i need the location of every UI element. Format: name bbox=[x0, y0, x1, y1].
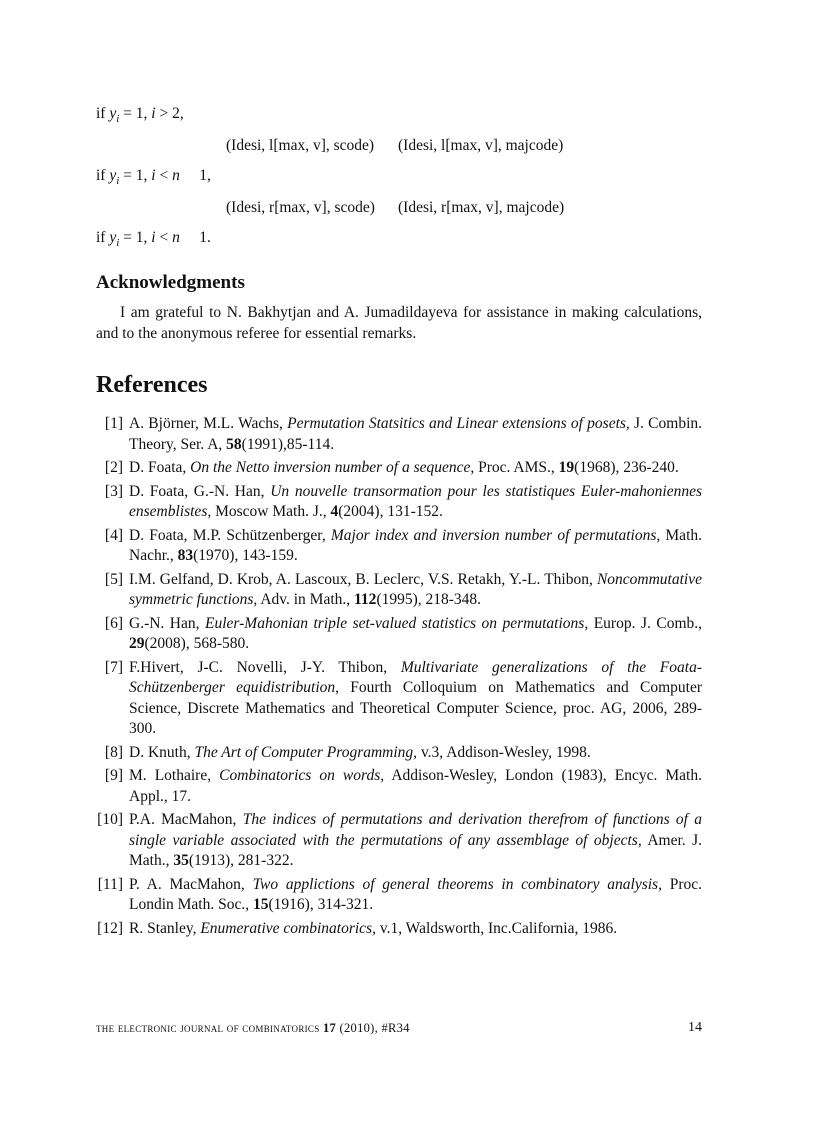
math-sub: i bbox=[116, 113, 120, 126]
reference-authors: M. Lothaire, bbox=[129, 767, 220, 784]
reference-source: Proc. AMS., bbox=[474, 459, 559, 476]
reference-title: Enumerative combinatorics, bbox=[200, 919, 376, 937]
reference-item bbox=[96, 919, 702, 940]
reference-pages: (1991),85-114. bbox=[241, 435, 335, 453]
math-rest: = 1, bbox=[119, 167, 152, 184]
reference-number: [7] bbox=[104, 658, 123, 676]
reference-list bbox=[96, 414, 702, 942]
reference-title: Two applictions of general theorems in combinatory analysis, bbox=[252, 875, 662, 893]
reference-volume: 35 bbox=[173, 852, 189, 869]
reference-authors: D. Foata, bbox=[129, 459, 191, 476]
reference-item bbox=[96, 526, 702, 567]
reference-source: Europ. J. Comb., bbox=[588, 614, 702, 632]
math-tail: 1. bbox=[179, 229, 211, 246]
reference-source: , Fourth Colloquium on Mathematics and Computer Science, Discrete Mathematics and Theoretical Computer Science, proc. AG, 2006, 289-300. bbox=[129, 679, 702, 737]
reference-number: [9] bbox=[104, 767, 123, 784]
reference-source: Adv. in Math., bbox=[257, 591, 355, 608]
reference-item bbox=[96, 875, 702, 916]
reference-number: [5] bbox=[104, 570, 123, 588]
journal-name: the electronic journal of combinatorics bbox=[96, 1021, 323, 1035]
reference-item bbox=[96, 658, 702, 740]
reference-title: Major index and inversion number of permutations, bbox=[330, 526, 661, 544]
page-number: 14 bbox=[688, 1020, 702, 1035]
condition-prefix: if bbox=[96, 105, 110, 122]
reference-authors: I.M. Gelfand, D. Krob, A. Lascoux, B. Leclerc, V.S. Retakh, Y.-L. Thibon, bbox=[129, 570, 597, 588]
reference-pages: (1916), 314-321. bbox=[268, 896, 374, 913]
condition-line-3 bbox=[96, 228, 211, 253]
reference-authors: G.-N. Han, bbox=[129, 614, 205, 632]
reference-volume: 58 bbox=[226, 435, 242, 453]
reference-item bbox=[96, 482, 702, 523]
reference-item bbox=[96, 458, 702, 479]
math-rest: = 1, bbox=[119, 229, 152, 246]
reference-item bbox=[96, 810, 702, 872]
reference-volume: 29 bbox=[129, 635, 145, 652]
references-heading: References bbox=[96, 372, 208, 398]
reference-title: The indices of permutations and derivation therefrom of functions of a single variable associated with the permutations of any assemblage of objects, bbox=[129, 811, 702, 849]
reference-title: Euler-Mahonian triple set-valued statistics on permutations, bbox=[205, 614, 589, 632]
math-var: i bbox=[151, 105, 156, 122]
formula-right: (Idesi, r[max, v], majcode) bbox=[398, 199, 565, 216]
acknowledgments-heading: Acknowledgments bbox=[96, 272, 245, 293]
math-var: y bbox=[109, 105, 117, 122]
reference-source: Moscow Math. J., bbox=[211, 503, 331, 520]
reference-pages: (1968), 236-240. bbox=[574, 459, 679, 476]
reference-volume: 19 bbox=[558, 459, 575, 476]
reference-volume: 83 bbox=[177, 547, 194, 564]
math-var: n bbox=[172, 229, 180, 246]
reference-authors: D. Knuth, bbox=[129, 743, 195, 761]
reference-number: [2] bbox=[104, 459, 123, 476]
reference-title: Multivariate generalizations of the Foata-Schützenberger equidistribution bbox=[129, 658, 702, 696]
reference-source: Math. Nachr., bbox=[129, 526, 702, 564]
reference-title: Un nouvelle transormation pour les statistiques Euler-mahoniennes ensemblistes, bbox=[129, 482, 702, 520]
math-var: n bbox=[172, 167, 180, 184]
reference-number: [10] bbox=[97, 811, 123, 828]
reference-authors: F.Hivert, J-C. Novelli, J-Y. Thibon, bbox=[129, 658, 401, 676]
journal-volume: 17 bbox=[322, 1021, 337, 1035]
reference-number: [6] bbox=[104, 614, 123, 632]
reference-volume: 4 bbox=[330, 503, 339, 520]
acknowledgments-text: I am grateful to N. Bakhytjan and A. Jumadildayeva for assistance in making calculations, and to the anonymous referee for essential remarks. bbox=[96, 304, 702, 342]
math-var: i bbox=[151, 167, 156, 184]
journal-issue: (2010), #R34 bbox=[336, 1021, 410, 1035]
condition-line-2 bbox=[96, 166, 211, 191]
reference-title: Permutation Statsitics and Linear extensions of posets, bbox=[287, 415, 630, 432]
reference-authors: D. Foata, M.P. Schützenberger, bbox=[129, 526, 331, 544]
condition-line-1 bbox=[96, 104, 184, 129]
reference-number: [3] bbox=[104, 482, 123, 500]
reference-title: Combinatorics on words, bbox=[219, 767, 385, 784]
reference-number: [1] bbox=[104, 415, 123, 432]
reference-pages: (2008), 568-580. bbox=[144, 635, 250, 652]
formula-left: (Idesi, l[max, v], scode) bbox=[226, 137, 375, 154]
math-rest: = 1, bbox=[119, 105, 152, 122]
reference-authors: R. Stanley, bbox=[129, 919, 201, 937]
math-var: y bbox=[109, 167, 117, 184]
formula-line-2-right bbox=[398, 198, 564, 218]
formula-line-1-left bbox=[226, 136, 374, 156]
math-sub: i bbox=[116, 237, 120, 250]
reference-authors: P.A. MacMahon, bbox=[129, 811, 243, 828]
reference-authors: D. Foata, G.-N. Han, bbox=[129, 482, 271, 500]
reference-title: Noncommutative symmetric functions, bbox=[129, 570, 702, 608]
reference-title: The Art of Computer Programming, bbox=[194, 743, 418, 761]
reference-pages: (1970), 143-159. bbox=[193, 547, 298, 564]
formula-line-2-left bbox=[226, 198, 375, 218]
reference-item bbox=[96, 570, 702, 611]
reference-number: [11] bbox=[97, 875, 123, 893]
condition-prefix: if bbox=[96, 167, 110, 184]
formula-line-1-right bbox=[398, 136, 563, 156]
math-rel: < bbox=[155, 167, 173, 184]
reference-item bbox=[96, 743, 702, 764]
reference-item bbox=[96, 614, 702, 655]
formula-left: (Idesi, r[max, v], scode) bbox=[226, 199, 375, 216]
reference-volume: 15 bbox=[253, 896, 269, 913]
reference-source: Proc. Londin Math. Soc., bbox=[129, 875, 702, 913]
reference-volume: 112 bbox=[354, 591, 377, 608]
reference-number: [4] bbox=[104, 526, 123, 544]
math-var: y bbox=[109, 229, 117, 246]
reference-pages: (2004), 131-152. bbox=[338, 503, 443, 520]
reference-pages: (1913), 281-322. bbox=[188, 852, 294, 869]
math-rel: < bbox=[155, 229, 173, 246]
reference-authors: P. A. MacMahon, bbox=[129, 875, 253, 893]
condition-prefix: if bbox=[96, 229, 110, 246]
reference-source: v.1, Waldsworth, Inc.California, 1986. bbox=[375, 919, 618, 937]
reference-authors: A. Björner, M.L. Wachs, bbox=[129, 415, 288, 432]
formula-right: (Idesi, l[max, v], majcode) bbox=[398, 137, 564, 154]
math-tail: 1, bbox=[179, 167, 211, 184]
reference-source: Addison-Wesley, London (1983), Encyc. Math. Appl., 17. bbox=[129, 767, 702, 805]
math-var: i bbox=[151, 229, 156, 246]
reference-source: v.3, Addison-Wesley, 1998. bbox=[417, 743, 591, 761]
reference-number: [12] bbox=[97, 919, 123, 937]
reference-item bbox=[96, 414, 702, 455]
reference-pages: (1995), 218-348. bbox=[376, 591, 482, 608]
reference-number: [8] bbox=[104, 743, 123, 761]
reference-source: Amer. J. Math., bbox=[129, 831, 702, 869]
reference-item bbox=[96, 766, 702, 807]
math-rel: > 2, bbox=[155, 105, 184, 122]
journal-citation bbox=[96, 1018, 410, 1038]
reference-source: J. Combin. Theory, Ser. A, bbox=[129, 415, 703, 453]
page-footer bbox=[96, 1018, 702, 1038]
math-sub: i bbox=[116, 175, 120, 188]
reference-title: On the Netto inversion number of a sequence, bbox=[190, 459, 475, 476]
